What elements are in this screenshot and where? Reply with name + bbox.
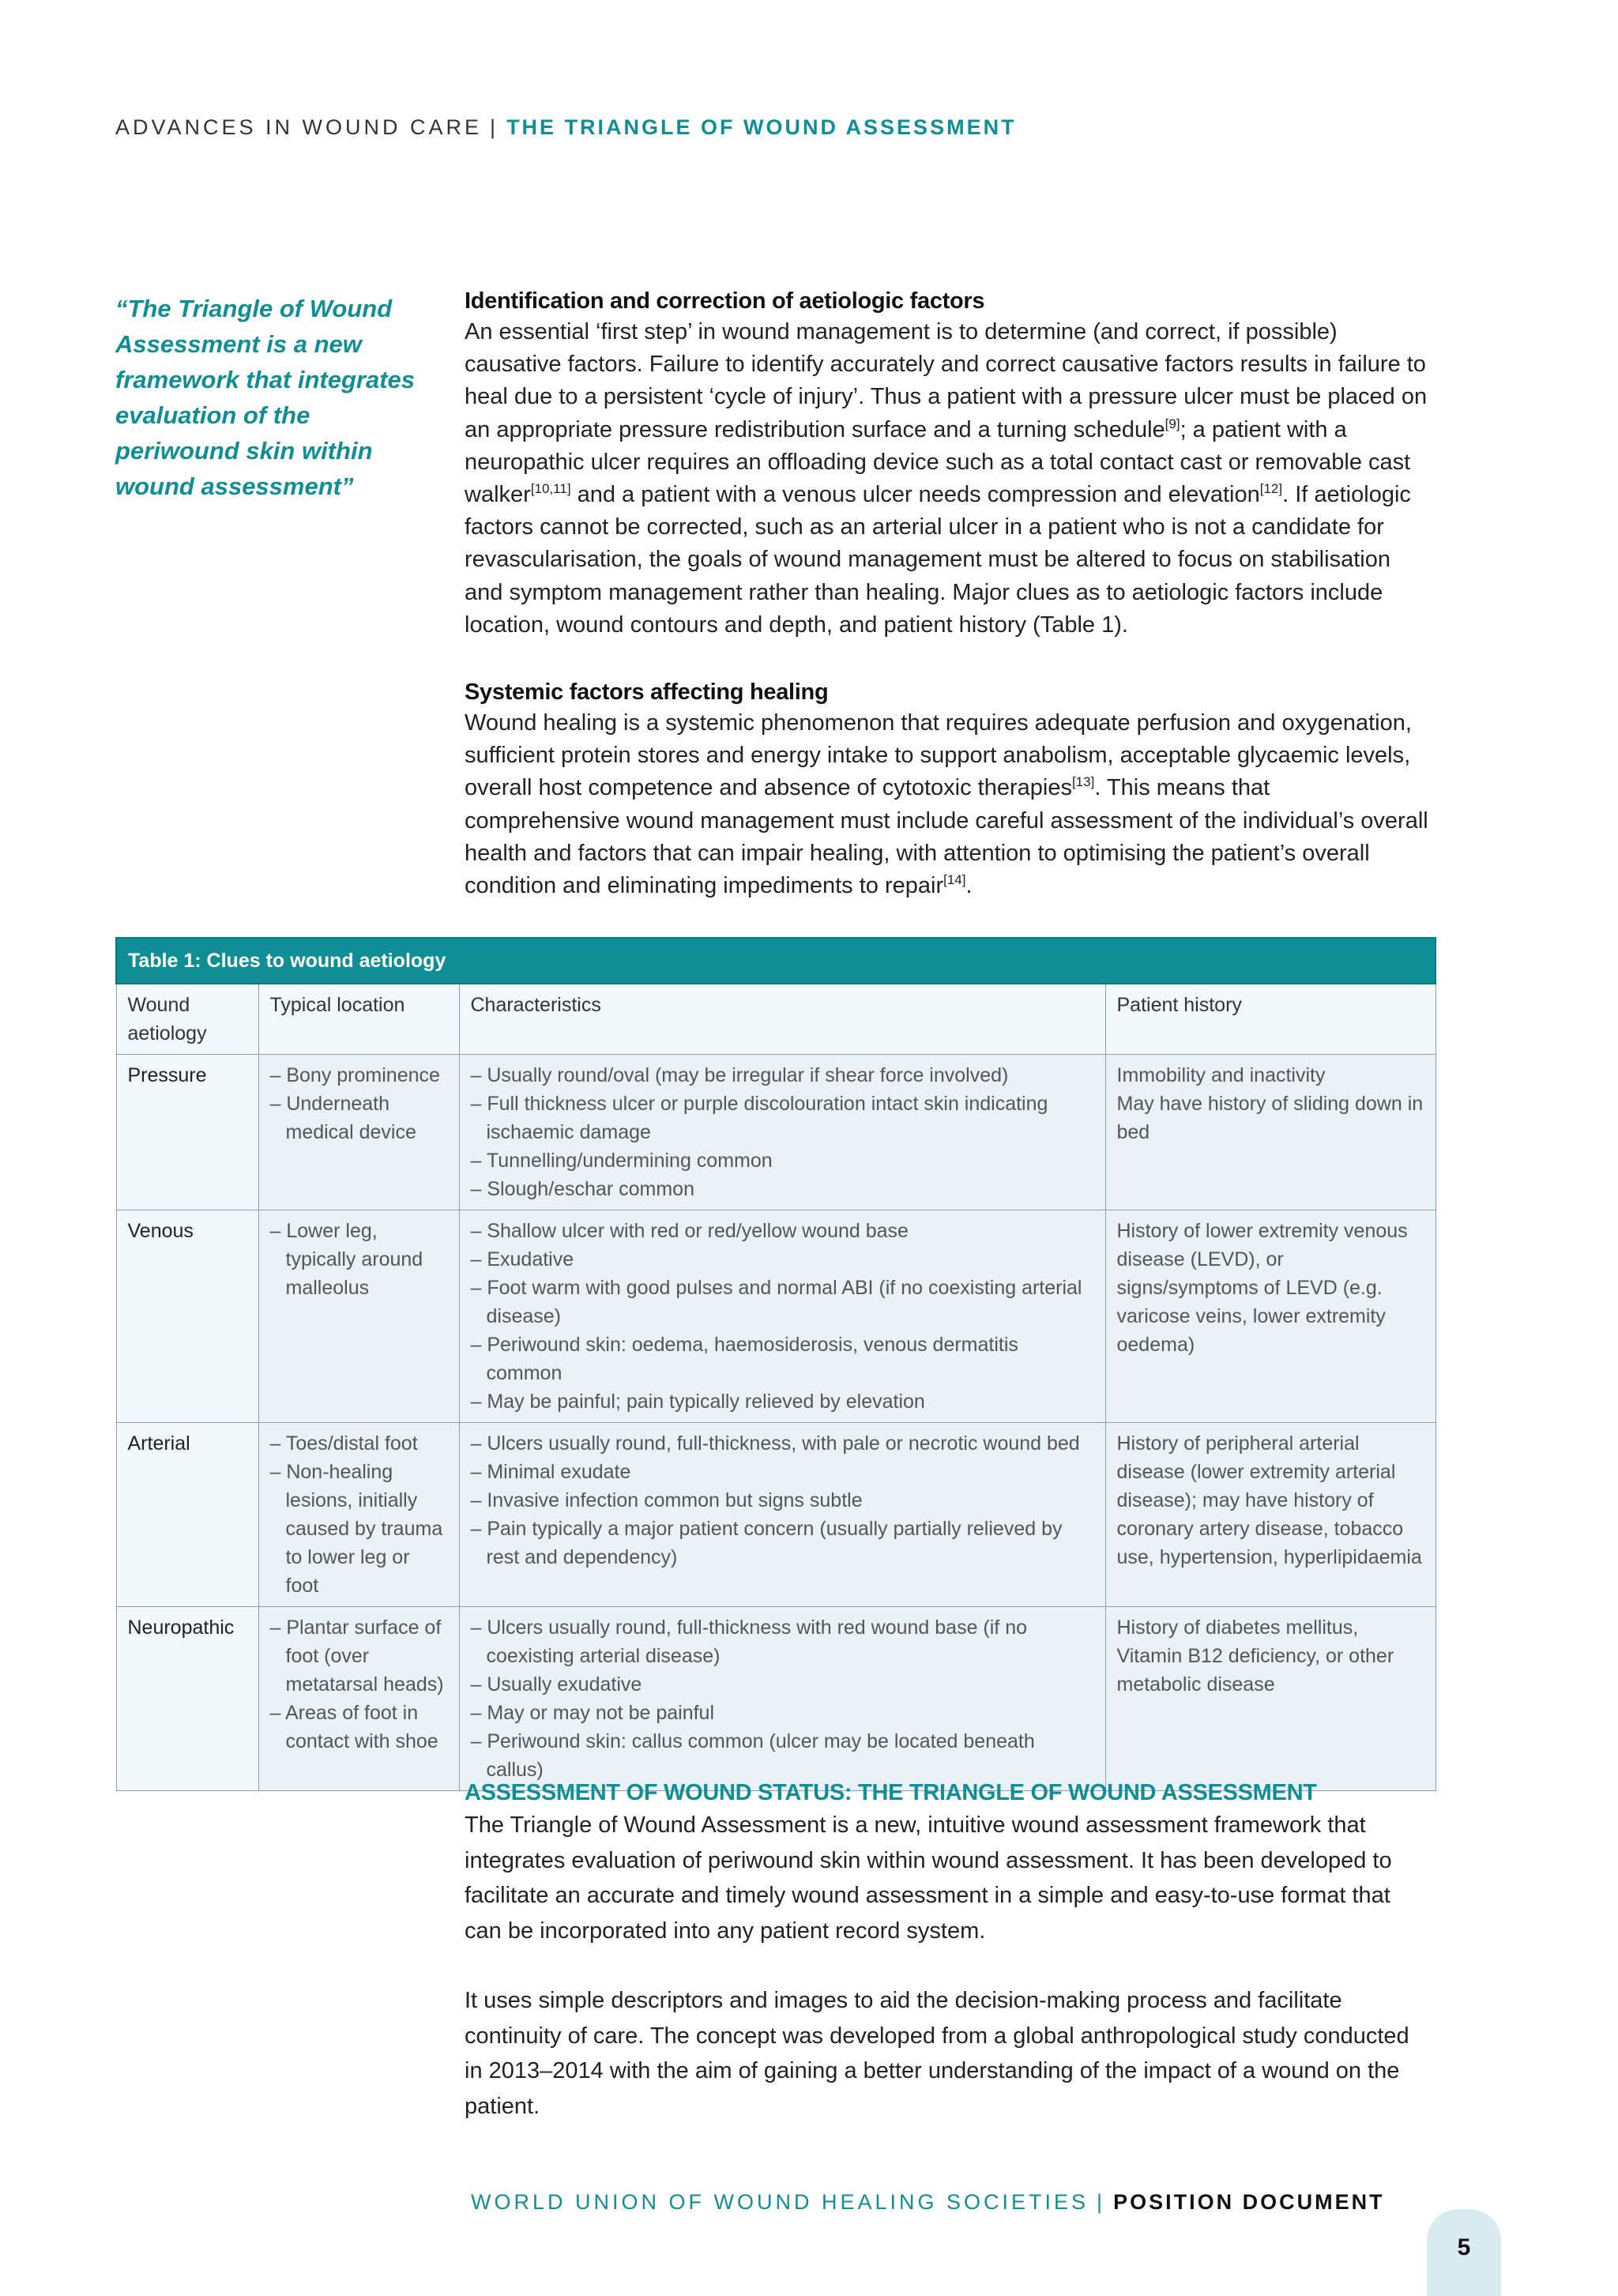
location-cell [258,1423,459,1607]
list-item: – Bony prominence [269,1064,440,1086]
section-aetiologic-factors [465,286,1428,642]
running-header [115,115,1017,140]
list-item: – Ulcers usually round, full-thickness with red wound base (if no coexisting arterial disease) [470,1617,1028,1667]
characteristics-cell [459,1210,1105,1423]
text-run: ; a patient with a neuropathic ulcer requires an offloading device such as a total contact cast or removable cast walker [465,416,1411,508]
footer-organisation: WORLD UNION OF WOUND HEALING SOCIETIES [471,2190,1089,2214]
section-paragraph [465,707,1428,902]
list-item: – Pain typically a major patient concern (usually partially relieved by rest and dependency) [470,1518,1063,1568]
list-item: Immobility and inactivity [1116,1064,1326,1086]
list-item: – Periwound skin: oedema, haemosiderosis, venous dermatitis common [470,1334,1018,1384]
aetiology-table [115,937,1436,1791]
location-cell [258,1055,459,1210]
list-item: – Full thickness ulcer or purple discolouration intact skin indicating ischaemic damage [470,1093,1048,1143]
table-row [116,1210,1436,1423]
footer-doc-type: POSITION DOCUMENT [1113,2190,1385,2214]
list-item: – Usually exudative [470,1673,642,1696]
characteristics-cell [459,1423,1105,1607]
list-item: – Exudative [470,1248,574,1270]
section-heading: Systemic factors affecting healing [465,679,829,705]
section-paragraph: It uses simple descriptors and images to aid the decision-making process and facilitate continuity of care. The concept was developed from a global anthropological study conducted in 2013–2014 with the aim of gaining a better understanding of the impact of a wound on the patient. [465,1988,1409,2119]
list-item: – Usually round/oval (may be irregular if shear force involved) [470,1064,1009,1086]
publication-title: ADVANCES IN WOUND CARE [115,115,483,139]
text-run: . This means that comprehensive wound management must include careful assessment of the individual’s overall health and factors that can impair healing, with attention to optimising the patient’s overall condition and eliminating impediments to repair [465,775,1428,899]
list-item: – Foot warm with good pulses and normal ABI (if no coexisting arterial disease) [470,1277,1082,1327]
list-item: History of peripheral arterial disease (lower extremity arterial disease); may have history of coronary artery disease, tobacco use, hypertension, hyperlipidaemia [1116,1432,1422,1568]
section-heading: Identification and correction of aetiologic factors [465,288,985,314]
list-item: – Shallow ulcer with red or red/yellow wound base [470,1220,909,1242]
list-item: – Invasive infection common but signs subtle [470,1489,863,1511]
list-item: – Lower leg, typically around malleolus [269,1220,423,1299]
text-run: . If aetiologic factors cannot be corrected, such as an arterial ulcer in a patient who is not a candidate for revascularisation, the goals of wound management must be altered to focus on stabilisation and symptom management rather than healing. Major clues as to aetiologic factors include location, wound contours and depth, and patient history (Table 1). [465,482,1411,638]
header-separator: | [490,115,499,139]
page-number: 5 [1457,2234,1471,2260]
section-title: THE TRIANGLE OF WOUND ASSESSMENT [506,115,1017,139]
list-item: May have history of sliding down in bed [1116,1093,1424,1143]
column-header: Characteristics [459,984,1105,1055]
history-cell [1105,1210,1436,1423]
list-item: – May or may not be painful [470,1702,714,1724]
running-footer [471,2190,1385,2215]
section-wound-status [465,1778,1428,2124]
aetiology-cell: Venous [116,1210,258,1423]
column-header: Wound aetiology [116,984,258,1055]
location-cell [258,1607,459,1791]
list-item: – Tunnelling/undermining common [470,1150,773,1172]
table-row [116,1055,1436,1210]
history-cell [1105,1423,1436,1607]
characteristics-cell [459,1055,1105,1210]
pull-quote: “The Triangle of Wound Assessment is a new framework that integrates evaluation of the periwound skin within wound assessment” [115,295,415,500]
footer-separator: | [1097,2190,1106,2214]
column-header: Patient history [1105,984,1436,1055]
text-run: Wound healing is a systemic phenomenon that requires adequate perfusion and oxygenation, sufficient protein stores and energy intake to support anabolism, acceptable glycaemic levels, overall host competence and absence of cytotoxic therapies [465,710,1412,801]
list-item: – Minimal exudate [470,1461,631,1483]
list-item: – Underneath medical device [269,1093,416,1143]
reference-13: [13] [1071,774,1095,790]
column-header: Typical location [258,984,459,1055]
list-item: History of lower extremity venous disease (LEVD), or signs/symptoms of LEVD (e.g. varicose veins, lower extremity oedema) [1116,1220,1408,1356]
text-run: and a patient with a venous ulcer needs compression and elevation [570,482,1260,508]
list-item: – Periwound skin: callus common (ulcer may be located beneath callus) [470,1730,1035,1781]
table-row [116,1423,1436,1607]
list-item: – Ulcers usually round, full-thickness, with pale or necrotic wound bed [470,1432,1080,1455]
text-run: An essential ‘first step’ in wound management is to determine (and correct, if possible) causative factors. Failure to identify accurately and correct causative factors results in failure to heal due to a persistent ‘cycle of injury’. Thus a patient with a pressure ulcer must be placed on an appropriate pressure redistribution surface and a turning schedule [465,319,1428,442]
history-cell [1105,1607,1436,1791]
history-cell [1105,1055,1436,1210]
list-item: – May be painful; pain typically relieved by elevation [470,1391,925,1413]
list-item: History of diabetes mellitus, Vitamin B12 deficiency, or other metabolic disease [1116,1617,1394,1696]
text-run: . [965,873,973,899]
characteristics-cell [459,1607,1105,1791]
reference-14: [14] [943,872,966,888]
table-row [116,1607,1436,1791]
aetiology-cell: Pressure [116,1055,258,1210]
reference-12: [12] [1259,481,1283,497]
list-item: – Toes/distal foot [269,1432,418,1455]
section-paragraph [465,316,1428,642]
table-caption: Table 1: Clues to wound aetiology [116,938,1436,984]
section-systemic-factors [465,677,1428,902]
list-item: – Slough/eschar common [470,1178,694,1200]
location-cell [258,1210,459,1423]
section-paragraph: The Triangle of Wound Assessment is a new, intuitive wound assessment framework that integrates evaluation of periwound skin within wound assessment. It has been developed to facilitate an accurate and timely wound assessment in a simple and easy-to-use format that can be incorporated into any patient record system. [465,1812,1392,1944]
reference-9: [9] [1165,416,1180,431]
aetiology-cell: Neuropathic [116,1607,258,1791]
table-header-row [116,984,1436,1055]
list-item: – Non-healing lesions, initially caused by trauma to lower leg or foot [269,1461,443,1597]
aetiology-cell: Arterial [116,1423,258,1607]
reference-10-11: [10,11] [530,481,571,497]
list-item: – Plantar surface of foot (over metatarsal heads) [269,1617,444,1696]
section-heading: ASSESSMENT OF WOUND STATUS: THE TRIANGLE OF WOUND ASSESSMENT [465,1780,1317,1805]
list-item: – Areas of foot in contact with shoe [269,1702,438,1752]
